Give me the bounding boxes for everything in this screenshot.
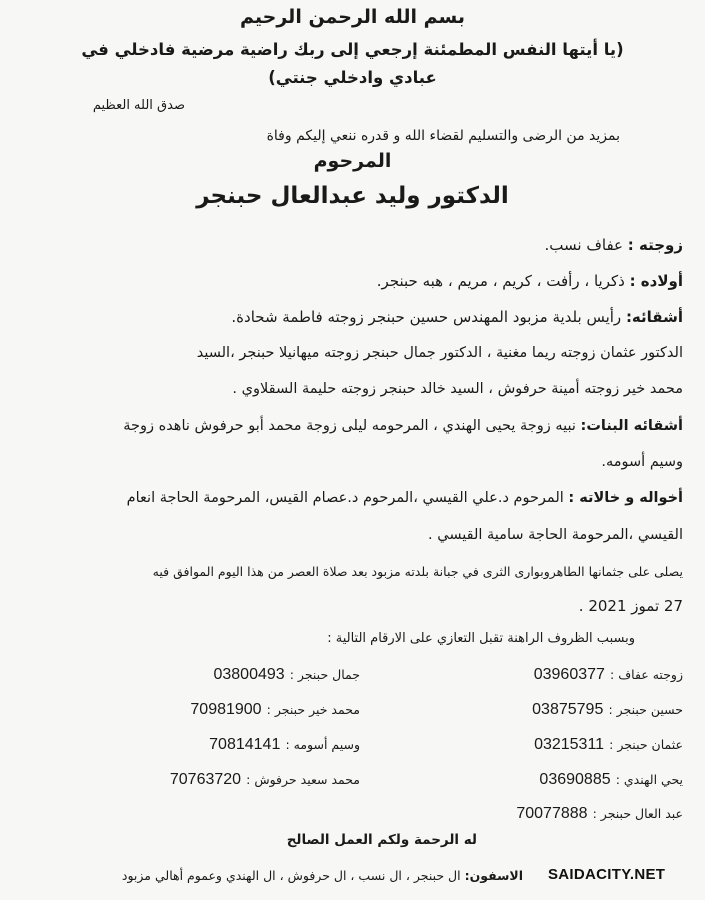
verse-line-1: (يا أيتها النفس المطمئنة إرجعي إلى ربك راضية مرضية فادخلي في [81, 40, 624, 59]
uncles-text-1: المرحوم د.علي القيسي ،المرحوم د.عصام القيس، المرحومة الحاجة انعام [126, 490, 564, 506]
phone-row [209, 734, 360, 754]
sisters-text-1: نبيه زوجة يحيى الهندي ، المرحومه ليلى زوجة محمد أبو حرفوش ناهده زوجة [123, 418, 576, 434]
announcement-text: بمزيد من الرضى والتسليم لقضاء الله و قدره ننعي إليكم وفاة [266, 128, 620, 144]
sisters-line-2: وسيم أسومه. [601, 454, 683, 470]
phone-label: يحي الهندي : [615, 772, 683, 787]
children-text: ذكريا ، رأفت ، كريم ، مريم ، هبه حبنجر. [376, 272, 625, 290]
phone-row [534, 664, 683, 684]
phone-number: 70077888 [516, 805, 588, 822]
children-line [377, 272, 683, 290]
wife-text: عفاف نسب. [544, 236, 623, 254]
marhoum-heading: المرحوم [313, 150, 392, 172]
wife-label: زوجته : [627, 236, 683, 254]
phone-row [190, 699, 360, 719]
condolence-intro: وبسبب الظروف الراهنة تقبل التعازي على الارقام التالية : [327, 631, 635, 646]
phone-label: محمد سعيد حرفوش : [246, 772, 360, 787]
phone-label: وسيم أسومه : [285, 737, 360, 752]
closing-text: له الرحمة ولكم العمل الصالح [286, 832, 477, 848]
phone-row [534, 734, 683, 754]
phone-row [213, 664, 360, 684]
brothers-text-1: رأيس بلدية مزبود المهندس حسين حبنجر زوجته فاطمة شحادة. [231, 308, 622, 326]
phone-label: جمال حبنجر : [289, 667, 360, 682]
mourners-label: الاسفون: [464, 868, 523, 883]
brothers-label: أشقائه: [625, 308, 683, 326]
phone-row [170, 769, 360, 789]
phone-number: 03960377 [533, 666, 605, 683]
phone-label: عبد العال حبنجر : [592, 806, 683, 821]
basmala: بسم الله الرحمن الرحيم [240, 6, 465, 28]
phone-number: 03800493 [213, 666, 285, 683]
phone-number: 03875795 [532, 701, 604, 718]
phone-row [532, 699, 683, 719]
sisters-label: أشقائه البنات: [580, 418, 683, 434]
wife-line [545, 236, 683, 254]
sadaqa-text: صدق الله العظيم [92, 98, 185, 113]
site-watermark: SAIDACITY.NET [548, 866, 666, 883]
brothers-line-2: الدكتور عثمان زوجته ريما مغنية ، الدكتور جمال حبنجر زوجته ميهانيلا حبنجر ،السيد [196, 345, 683, 361]
brothers-line-3: محمد خير زوجته أمينة حرفوش ، السيد خالد حبنجر زوجته حليمة السقلاوي . [232, 381, 683, 397]
phone-label: عثمان حبنجر : [609, 737, 683, 752]
phone-label: زوجته عفاف : [610, 667, 683, 682]
phone-number: 70814141 [209, 736, 281, 753]
uncles-line-2: القيسي ،المرحومة الحاجة سامية القيسي . [428, 527, 683, 543]
phone-row [516, 803, 683, 823]
phone-number: 03215311 [534, 736, 605, 753]
brothers-line-1 [231, 308, 683, 326]
verse-line-2: عبادي وادخلي جنتي) [268, 68, 437, 87]
phone-label: محمد خير حبنجر : [266, 702, 360, 717]
phone-number: 70763720 [169, 771, 242, 788]
phone-label: حسين حبنجر : [608, 702, 683, 717]
mourners-line [122, 868, 523, 883]
prayer-date: 27 تموز 2021 . [578, 597, 683, 615]
deceased-name: الدكتور وليد عبدالعال حبنجر [196, 183, 509, 209]
sisters-line-1 [123, 418, 683, 434]
phone-number: 70981900 [190, 701, 262, 718]
phone-row [539, 769, 683, 789]
prayer-line-1: يصلى على جثمانها الطاهروبوارى الثرى في جبانة بلدته مزبود بعد صلاة العصر من هذا اليوم الموافق فيه [152, 564, 683, 579]
uncles-line-1 [127, 490, 683, 506]
uncles-label: أخواله و خالاته : [568, 490, 683, 506]
phone-number: 03690885 [539, 771, 611, 788]
children-label: أولاده : [629, 272, 683, 290]
mourners-text: ال حبنجر ، ال نسب ، ال حرفوش ، ال الهندي وعموم أهالي مزبود [121, 868, 461, 883]
